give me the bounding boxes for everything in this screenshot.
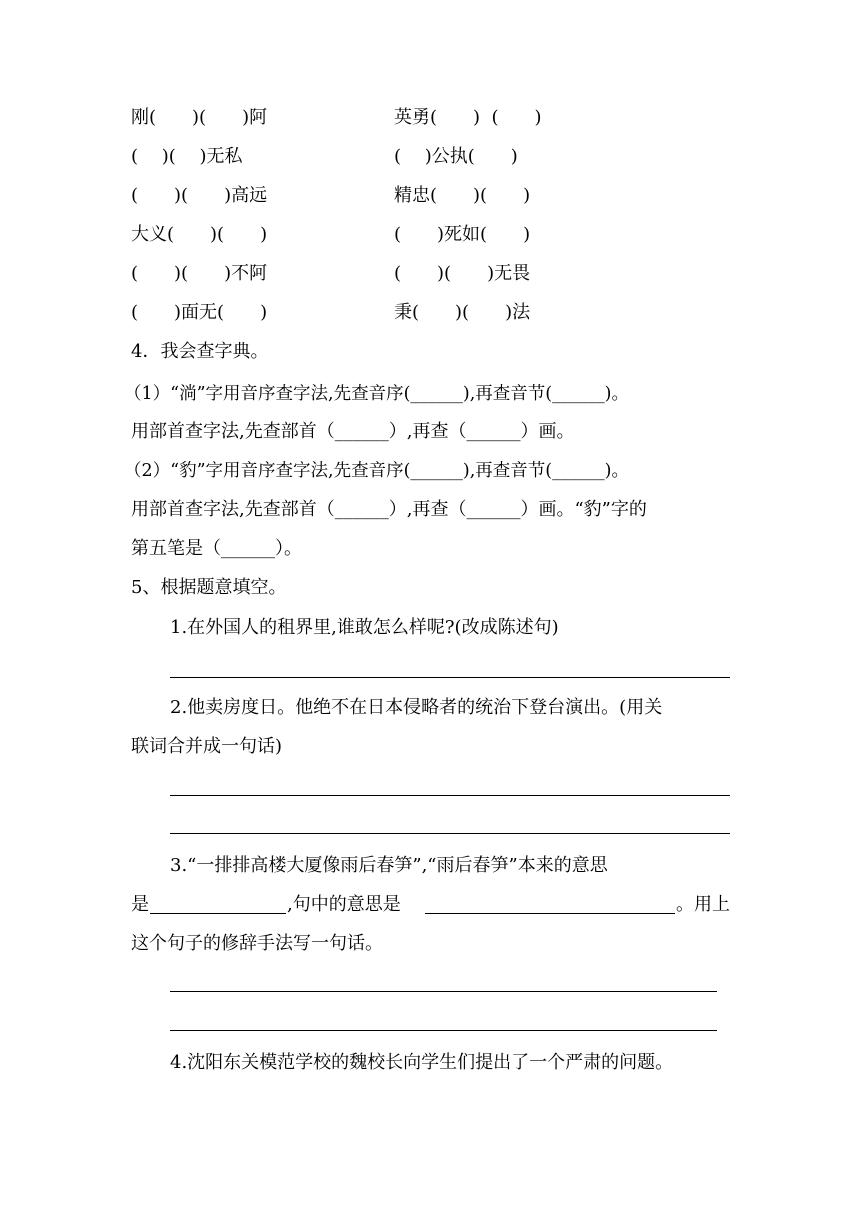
section4-heading: 4．我会查字典。 bbox=[131, 341, 269, 362]
section5-item1: 1.在外国人的租界里,谁敢怎么样呢?(改成陈述句) bbox=[170, 617, 559, 638]
section5-item2-line1: 2.他卖房度日。他绝不在日本侵略者的统治下登台演出。(用关 bbox=[170, 697, 663, 718]
section5-item2-line2: 联词合并成一句话) bbox=[131, 736, 283, 757]
idiom-left-6: ( )面无( ) bbox=[131, 302, 268, 323]
idiom-left-4: 大义( )( ) bbox=[131, 224, 268, 245]
section4-q1-line1: （1）“淌”字用音序查字法,先查音序(______),再查音节(______)。 bbox=[124, 384, 629, 404]
section5-heading: 5、根据题意填空。 bbox=[131, 577, 287, 598]
section4-q1-line2: 用部首查字法,先查部首（______）,再查（______）画。 bbox=[131, 421, 575, 442]
idiom-right-2: ( )公执( ) bbox=[394, 146, 518, 167]
section5-item3-line2-c: 。用上 bbox=[676, 894, 730, 915]
idiom-left-3: ( )( )高远 bbox=[131, 185, 268, 206]
section5-item4: 4.沈阳东关模范学校的魏校长向学生们提出了一个严肃的问题。 bbox=[170, 1052, 674, 1073]
section5-item3-line1: 3.“一排排高楼大厦像雨后春笋”,“雨后春笋”本来的意思 bbox=[170, 855, 608, 876]
idiom-right-1: 英勇( ) ( ) bbox=[394, 107, 542, 128]
blank-original-meaning[interactable] bbox=[150, 913, 286, 914]
section4-q2-line1: （2）“豹”字用音序查字法,先查音序(______),再查音节(______)。 bbox=[124, 461, 629, 481]
section5-item3-line3: 这个句子的修辞手法写一句话。 bbox=[131, 933, 383, 954]
answer-line-item2-b[interactable] bbox=[170, 833, 730, 834]
idiom-left-2: ( )( )无私 bbox=[131, 146, 243, 167]
idiom-left-5: ( )( )不阿 bbox=[131, 263, 268, 284]
idiom-left-1: 刚( )( )阿 bbox=[131, 107, 268, 128]
idiom-right-6: 秉( )( )法 bbox=[394, 302, 531, 323]
answer-line-item1[interactable] bbox=[170, 677, 730, 678]
section5-item3-line2-b: ,句中的意思是 bbox=[287, 894, 401, 915]
section4-q2-line2: 用部首查字法,先查部首（______）,再查（______）画。“豹”字的 bbox=[131, 499, 647, 520]
idiom-right-5: ( )( )无畏 bbox=[394, 263, 531, 284]
answer-line-item3-b[interactable] bbox=[170, 1030, 717, 1031]
blank-sentence-meaning[interactable] bbox=[425, 913, 675, 914]
answer-line-item3-a[interactable] bbox=[170, 991, 717, 992]
idiom-right-4: ( )死如( ) bbox=[394, 224, 531, 245]
answer-line-item2-a[interactable] bbox=[170, 795, 730, 796]
section4-q2-line3: 第五笔是（______）。 bbox=[131, 538, 302, 559]
section5-item3-line2-a: 是 bbox=[131, 894, 149, 915]
idiom-right-3: 精忠( )( ) bbox=[394, 185, 531, 206]
